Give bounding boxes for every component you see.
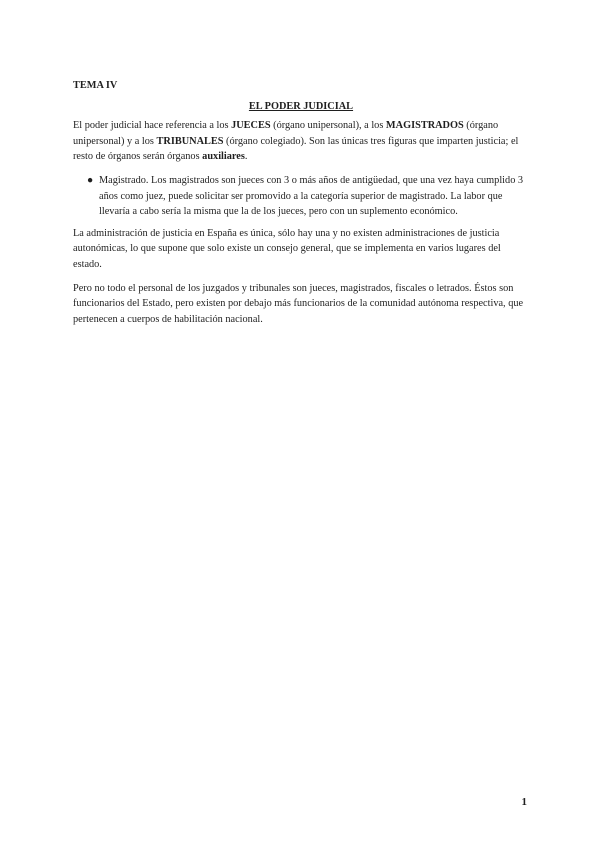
intro-text-4: (órgano colegiado). Son las únicas tres figuras que imparten justicia; el resto de órganos serán órganos (73, 135, 519, 163)
page-number: 1 (521, 796, 527, 808)
page-title: EL PODER JUDICIAL (248, 100, 354, 112)
intro-text-3: (órgano unipersonal) y a los (73, 120, 499, 147)
bullet-text: Magistrado. Los magistrados son jueces con 3 o más años de antigüedad, que una vez haya cumplido 3 años como juez, puede solicitar ser promovido a la categoría superior de magistrado. La labor que llevaría a cabo sería la misma que la de los jueces, pero con un suplemento económico. (99, 174, 524, 218)
bullet-marker: ● (87, 174, 94, 186)
intro-text-2: (órgano unipersonal), a los (270, 120, 386, 132)
paragraph-administracion: La administración de justicia en España es única, sólo hay una y no existen administraciones de justicia autonómicas, lo que supone que solo existe un consejo general, que se implementa en varios lugares del estado. (73, 227, 501, 270)
section-heading: TEMA IV (73, 80, 118, 91)
intro-text-1: El poder judicial hace referencia a los (73, 120, 232, 132)
intro-paragraph (73, 118, 529, 165)
term-auxiliares: auxiliares (202, 151, 245, 163)
term-jueces: JUECES (231, 120, 271, 132)
term-tribunales: TRIBUNALES (156, 135, 224, 147)
paragraph-personal: Pero no todo el personal de los juzgados y tribunales son jueces, magistrados, fiscales o letrados. Éstos son funcionarios del Estado, pero existen por debajo más funcionarios de la comunidad autónoma respectiva, que pertenecen a cuerpos de habilitación nacional. (73, 282, 524, 325)
bullet-list (73, 173, 529, 220)
list-item (73, 173, 529, 220)
intro-text-5: . (244, 151, 248, 163)
document-body (73, 78, 529, 335)
term-magistrados: MAGISTRADOS (385, 120, 464, 132)
